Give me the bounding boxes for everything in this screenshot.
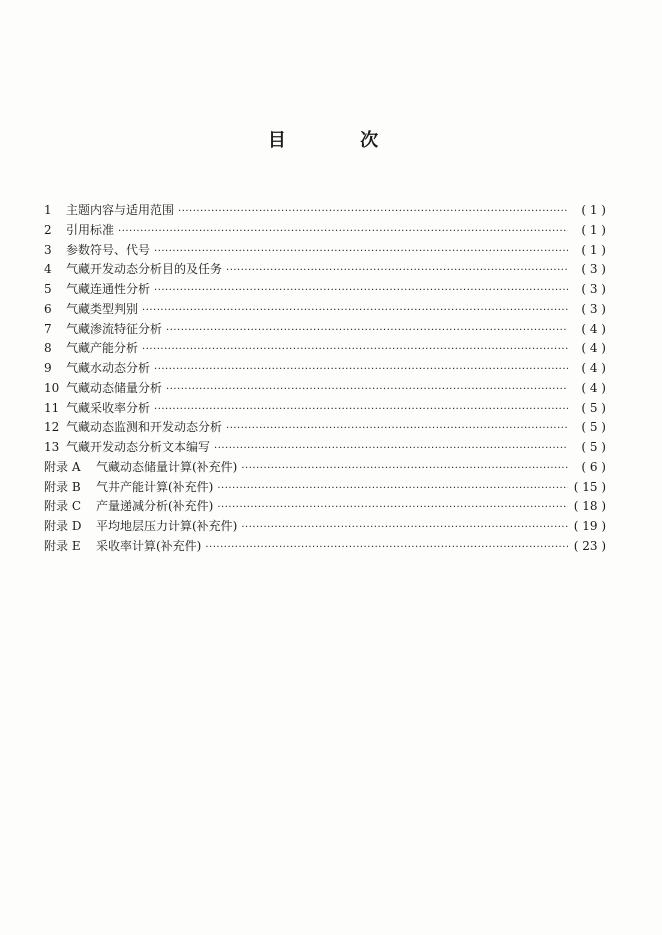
toc-label: 气井产能计算(补充件): [96, 479, 214, 494]
toc-entry: [44, 260, 606, 280]
leader-dots: [241, 518, 568, 538]
toc-entry-appendix: [44, 537, 606, 557]
leader-dots: [166, 380, 568, 400]
toc-page: ( 3 ): [581, 262, 606, 277]
toc-label: 气藏类型判别: [66, 301, 139, 316]
toc-number: 2: [44, 222, 52, 237]
toc-page: ( 19 ): [573, 519, 606, 533]
toc-number: 13: [44, 440, 60, 454]
toc-label: 引用标准: [66, 222, 115, 237]
toc-page: ( 5 ): [581, 440, 606, 454]
toc-label: 平均地层压力计算(补充件): [96, 519, 238, 533]
leader-dots: [154, 400, 568, 420]
toc-label: 气藏动态储量计算(补充件): [96, 459, 238, 474]
toc-entry: [44, 280, 606, 300]
toc-entry: [44, 320, 606, 340]
toc-page: ( 1 ): [581, 242, 606, 257]
toc-page: ( 4 ): [581, 380, 606, 395]
leader-dots: [214, 439, 568, 459]
toc-label: 气藏产能分析: [66, 341, 139, 356]
leader-dots: [154, 242, 568, 262]
toc-entry-appendix: [44, 458, 606, 478]
toc-page: ( 3 ): [581, 282, 606, 296]
toc-page: ( 18 ): [573, 499, 606, 514]
leader-dots: [178, 202, 568, 222]
leader-dots: [154, 281, 568, 301]
toc-entry-appendix: [44, 497, 606, 517]
toc-label: 气藏动态监测和开发动态分析: [66, 420, 223, 435]
toc-entry: [44, 221, 606, 241]
toc-label: 气藏水动态分析: [66, 361, 151, 375]
toc-label: 产量递减分析(补充件): [96, 499, 214, 514]
toc-number: 12: [44, 420, 60, 435]
toc-label: 采收率计算(补充件): [96, 538, 202, 553]
toc-page: ( 5 ): [581, 400, 606, 415]
toc-entry: [44, 418, 606, 438]
toc-number: 附录 A: [44, 459, 81, 474]
toc-page: ( 5 ): [581, 420, 606, 435]
toc-page: ( 4 ): [581, 341, 606, 356]
toc-number: 8: [44, 341, 52, 356]
toc-number: 3: [44, 242, 52, 257]
toc-page: ( 15 ): [573, 479, 606, 494]
toc-number: 1: [44, 203, 52, 217]
leader-dots: [205, 538, 568, 558]
toc-number: 4: [44, 262, 52, 277]
leader-dots: [142, 340, 568, 360]
toc-entry: [44, 339, 606, 359]
toc-entry: [44, 241, 606, 261]
toc-number: 附录 E: [44, 538, 81, 553]
toc-number: 9: [44, 361, 52, 375]
page-title: 目 次: [267, 130, 413, 151]
toc-entry: [44, 399, 606, 419]
toc-number: 11: [44, 400, 60, 415]
toc-number: 7: [44, 321, 52, 336]
toc-label: 气藏开发动态分析目的及任务: [66, 262, 223, 277]
toc-entry-appendix: [44, 478, 606, 498]
leader-dots: [166, 321, 568, 341]
leader-dots: [154, 360, 568, 380]
toc-label: 主题内容与适用范围: [66, 203, 175, 217]
leader-dots: [241, 459, 568, 479]
leader-dots: [226, 261, 568, 281]
toc-label: 气藏渗流特征分析: [66, 321, 163, 336]
toc-number: 附录 B: [44, 479, 81, 494]
toc-entry: [44, 300, 606, 320]
toc-label: 参数符号、代号: [66, 242, 151, 257]
toc-label: 气藏采收率分析: [66, 400, 151, 415]
toc-page: ( 4 ): [581, 361, 606, 375]
toc-page: ( 4 ): [581, 321, 606, 336]
toc-entry-appendix: [44, 517, 606, 537]
leader-dots: [142, 301, 568, 321]
toc-number: 10: [44, 380, 60, 395]
toc-number: 附录 C: [44, 499, 81, 514]
toc-label: 气藏开发动态分析文本编写: [66, 440, 211, 454]
toc-entry: [44, 379, 606, 399]
toc-label: 气藏连通性分析: [66, 282, 151, 296]
toc-entry: [44, 438, 606, 458]
toc-entry: [44, 359, 606, 379]
toc-page: ( 1 ): [581, 203, 606, 217]
toc-page: ( 3 ): [581, 301, 606, 316]
toc-page: ( 23 ): [573, 538, 606, 553]
toc-number: 5: [44, 282, 52, 296]
leader-dots: [226, 419, 568, 439]
toc-entry: [44, 201, 606, 221]
toc-number: 6: [44, 301, 52, 316]
toc-label: 气藏动态储量分析: [66, 380, 163, 395]
toc-page: ( 6 ): [581, 459, 606, 474]
toc-number: 附录 D: [44, 519, 82, 533]
leader-dots: [217, 498, 568, 518]
leader-dots: [118, 222, 568, 242]
leader-dots: [217, 479, 568, 499]
toc-page: ( 1 ): [581, 222, 606, 237]
table-of-contents: [44, 201, 606, 557]
